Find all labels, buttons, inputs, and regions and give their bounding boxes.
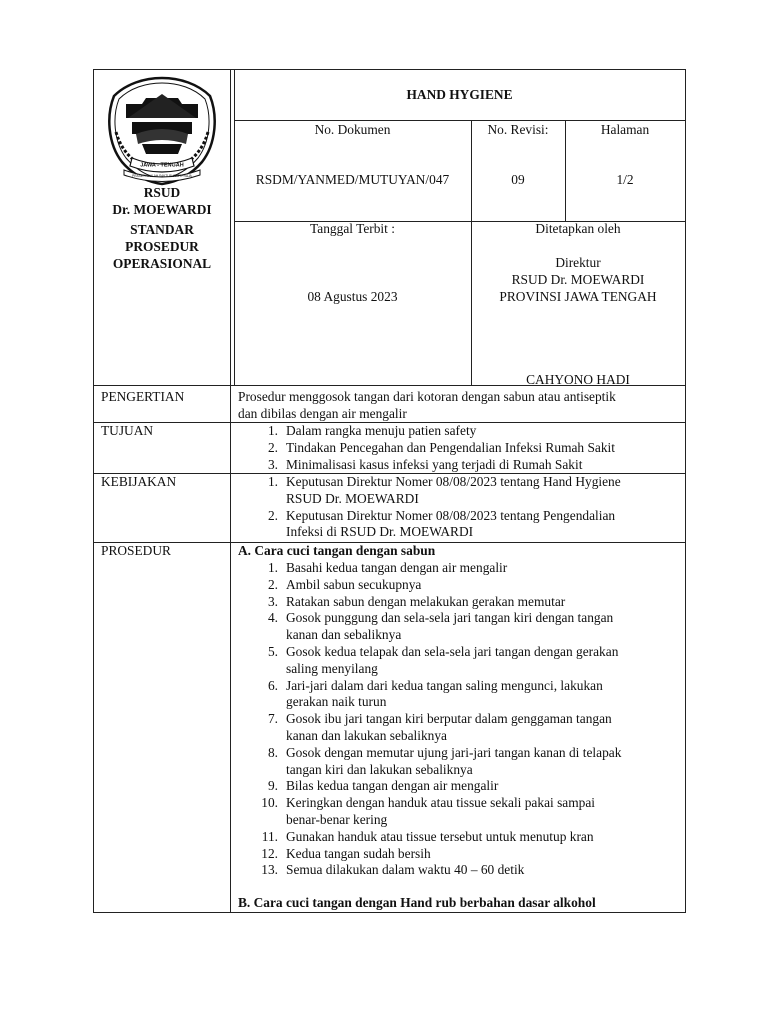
list-item: 7. Gosok ibu jari tangan kiri berputar dalam genggaman tangan kanan dan lakukan sebaliknya	[267, 711, 612, 743]
doc-number-label: No. Dokumen	[314, 122, 391, 137]
revision-label: No. Revisi:	[487, 122, 549, 137]
list-item: 6. Jari-jari dalam dari kedua tangan saling mengunci, lakukan gerakan naik turun	[267, 677, 603, 710]
list-item: 1. Basahi kedua tangan dengan air mengalir	[267, 560, 508, 575]
list-item: 11. Gunakan handuk atau tissue tersebut untuk menutup kran	[261, 828, 594, 844]
divider	[234, 120, 685, 121]
document-title: HAND HYGIENE	[406, 87, 513, 102]
list-item: 12. Kedua tangan sudah bersih	[261, 845, 431, 861]
jawa-tengah-emblem-icon	[102, 74, 222, 188]
divider	[230, 70, 231, 912]
list-item: 2. Ambil sabun secukupnya	[267, 576, 422, 592]
list-item: 4. Gosok punggung dan sela-sela jari tangan kiri dengan tangan kanan dan sebaliknya	[267, 610, 614, 643]
list-item: 3. Ratakan sabun dengan melakukan gerakan memutar	[267, 593, 566, 609]
logo-motto: PRASETYA ULAH SAKTI BHAKTI PRAJA	[132, 174, 192, 178]
page-label: Halaman	[600, 122, 650, 137]
revision-value: 09	[511, 172, 525, 187]
doc-number-value: RSDM/YANMED/MUTUYAN/047	[255, 172, 450, 187]
set-by-label: Ditetapkan oleh	[535, 221, 621, 236]
tujuan-label: TUJUAN	[101, 423, 154, 438]
list-item: 13. Semua dilakukan dalam waktu 40 – 60 detik	[261, 862, 525, 878]
list-item: 3. Minimalisasi kasus infeksi yang terjadi di Rumah Sakit	[267, 456, 583, 472]
list-item: 2. Keputusan Direktur Nomer 08/08/2023 tentang Pengendalian Infeksi di RSUD Dr. MOEWARDI	[267, 507, 616, 540]
tujuan-list	[238, 423, 678, 473]
approver-block: Direktur RSUD Dr. MOEWARDI PROVINSI JAWA TENGAH	[499, 255, 657, 304]
prosedur-heading-a: A. Cara cuci tangan dengan sabun	[238, 543, 436, 558]
org-name: RSUD Dr. MOEWARDI	[112, 185, 212, 217]
list-item: 9. Bilas kedua tangan dengan air mengalir	[267, 778, 499, 794]
issue-date-value: 08 Agustus 2023	[307, 289, 398, 304]
kebijakan-label: KEBIJAKAN	[101, 474, 177, 489]
list-item: 1. Keputusan Direktur Nomer 08/08/2023 tentang Hand Hygiene RSUD Dr. MOEWARDI	[267, 474, 621, 506]
issue-date-label: Tanggal Terbit :	[310, 221, 395, 236]
prosedur-label: PROSEDUR	[101, 543, 171, 558]
kebijakan-list	[238, 474, 678, 541]
sop-document	[93, 69, 686, 913]
divider	[471, 120, 472, 385]
sop-label: STANDAR PROSEDUR OPERASIONAL	[112, 222, 212, 271]
pengertian-label: PENGERTIAN	[101, 389, 185, 404]
prosedur-steps	[238, 560, 678, 879]
prosedur-heading-b: B. Cara cuci tangan dengan Hand rub berbahan dasar alkohol	[238, 895, 596, 910]
list-item: 8. Gosok dengan memutar ujung jari-jari tangan kanan di telapak tangan kiri dan lakukan sebaliknya	[267, 744, 622, 777]
list-item: 5. Gosok kedua telapak dan sela-sela jari tangan dengan gerakan saling menyilang	[267, 643, 619, 676]
logo-text: JAWA - TENGAH	[140, 162, 184, 169]
list-item: 10. Keringkan dengan handuk atau tissue sekali pakai sampai benar-benar kering	[261, 795, 596, 827]
list-item: 1. Dalam rangka menuju patien safety	[267, 423, 477, 438]
page-value: 1/2	[616, 172, 634, 187]
list-item: 2. Tindakan Pencegahan dan Pengendalian Infeksi Rumah Sakit	[267, 439, 615, 455]
signer-name: CAHYONO HADI	[526, 372, 630, 387]
pengertian-text: Prosedur menggosok tangan dari kotoran dengan sabun atau antiseptik dan dibilas dengan air mengalir	[238, 389, 616, 421]
